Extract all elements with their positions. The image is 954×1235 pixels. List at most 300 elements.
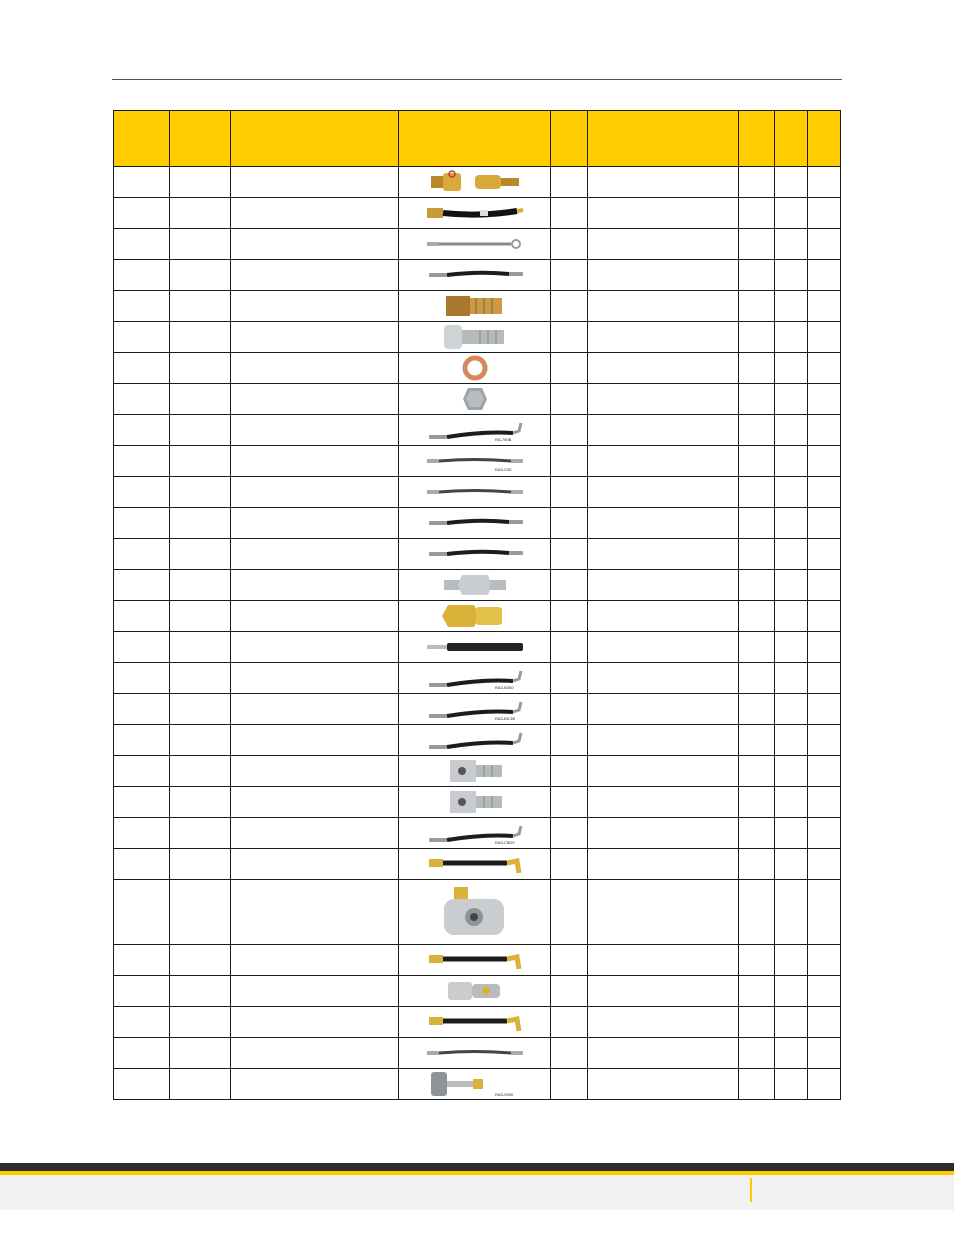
table-cell bbox=[588, 976, 739, 1007]
table-cell bbox=[588, 198, 739, 229]
table-row bbox=[114, 849, 841, 880]
table-cell bbox=[231, 322, 399, 353]
thin-hose-eye-icon bbox=[425, 232, 525, 256]
table-cell bbox=[588, 1069, 739, 1100]
table-cell bbox=[775, 322, 808, 353]
table-cell bbox=[114, 694, 170, 725]
banjo-bolt-icon bbox=[440, 323, 510, 351]
table-cell bbox=[808, 849, 841, 880]
table-cell bbox=[588, 945, 739, 976]
table-cell bbox=[231, 945, 399, 976]
table-row bbox=[114, 976, 841, 1007]
table-row bbox=[114, 384, 841, 415]
table-cell bbox=[551, 849, 588, 880]
part-image-cell bbox=[399, 818, 551, 849]
part-image-cell bbox=[399, 1007, 551, 1038]
straight-hose-icon bbox=[425, 635, 525, 659]
table-cell bbox=[114, 787, 170, 818]
table-cell bbox=[739, 694, 775, 725]
table-cell bbox=[808, 384, 841, 415]
copper-washer-icon bbox=[460, 354, 490, 382]
table-cell bbox=[170, 353, 231, 384]
part-image-cell bbox=[399, 663, 551, 694]
table-row bbox=[114, 632, 841, 663]
bent-hose-icon bbox=[425, 696, 525, 722]
table-cell bbox=[231, 694, 399, 725]
table-cell bbox=[114, 725, 170, 756]
table-cell bbox=[739, 976, 775, 1007]
table-cell bbox=[739, 1038, 775, 1069]
table-row bbox=[114, 229, 841, 260]
table-cell bbox=[808, 198, 841, 229]
table-cell bbox=[551, 880, 588, 945]
table-cell bbox=[114, 291, 170, 322]
table-cell bbox=[739, 601, 775, 632]
table-cell bbox=[114, 198, 170, 229]
brass-adapter-icon bbox=[440, 292, 510, 320]
table-cell bbox=[739, 415, 775, 446]
bent-hose-icon bbox=[425, 820, 525, 846]
table-cell bbox=[775, 384, 808, 415]
part-image-cell bbox=[399, 446, 551, 477]
table-cell bbox=[551, 260, 588, 291]
table-cell bbox=[588, 787, 739, 818]
steel-union-icon bbox=[440, 572, 510, 598]
table-cell bbox=[739, 353, 775, 384]
table-cell bbox=[231, 756, 399, 787]
thin-hose-icon bbox=[425, 480, 525, 504]
header-cell-2 bbox=[170, 111, 231, 167]
table-cell bbox=[775, 260, 808, 291]
table-row bbox=[114, 787, 841, 818]
table-cell bbox=[551, 818, 588, 849]
table-cell bbox=[739, 446, 775, 477]
table-cell bbox=[231, 663, 399, 694]
table-cell bbox=[114, 1038, 170, 1069]
part-image-cell bbox=[399, 353, 551, 384]
table-cell bbox=[114, 384, 170, 415]
table-cell bbox=[588, 725, 739, 756]
table-cell bbox=[114, 446, 170, 477]
table-cell bbox=[588, 446, 739, 477]
table-cell bbox=[170, 880, 231, 945]
table-cell bbox=[231, 1038, 399, 1069]
part-image-cell bbox=[399, 198, 551, 229]
table-cell bbox=[739, 632, 775, 663]
table-cell bbox=[588, 229, 739, 260]
table-cell bbox=[775, 291, 808, 322]
table-cell bbox=[170, 229, 231, 260]
table-cell bbox=[231, 384, 399, 415]
part-image-cell bbox=[399, 508, 551, 539]
table-cell bbox=[808, 880, 841, 945]
header-cell-4 bbox=[399, 111, 551, 167]
table-cell bbox=[231, 229, 399, 260]
header-cell-7 bbox=[739, 111, 775, 167]
part-image-cell bbox=[399, 477, 551, 508]
table-cell bbox=[588, 508, 739, 539]
table-cell bbox=[588, 415, 739, 446]
header-cell-6 bbox=[588, 111, 739, 167]
table-cell bbox=[808, 663, 841, 694]
table-cell bbox=[775, 694, 808, 725]
table-row bbox=[114, 1007, 841, 1038]
table-cell bbox=[551, 539, 588, 570]
table-cell bbox=[114, 818, 170, 849]
table-cell bbox=[231, 849, 399, 880]
part-image-cell bbox=[399, 167, 551, 198]
table-cell bbox=[808, 260, 841, 291]
table-cell bbox=[775, 508, 808, 539]
table-cell bbox=[231, 167, 399, 198]
table-row bbox=[114, 322, 841, 353]
part-image-cell bbox=[399, 880, 551, 945]
hex-nut-icon bbox=[460, 385, 490, 413]
table-cell bbox=[551, 229, 588, 260]
part-image-cell bbox=[399, 1038, 551, 1069]
table-row bbox=[114, 260, 841, 291]
table-cell bbox=[775, 976, 808, 1007]
table-header-row bbox=[114, 111, 841, 167]
table-cell bbox=[739, 725, 775, 756]
table-row bbox=[114, 539, 841, 570]
table-row bbox=[114, 167, 841, 198]
table-cell bbox=[588, 849, 739, 880]
table-row bbox=[114, 446, 841, 477]
part-image-cell bbox=[399, 787, 551, 818]
header-cell-9 bbox=[808, 111, 841, 167]
table-cell bbox=[775, 945, 808, 976]
table-row bbox=[114, 663, 841, 694]
table-row bbox=[114, 198, 841, 229]
table-cell bbox=[739, 1069, 775, 1100]
table-cell bbox=[808, 539, 841, 570]
part-image-cell bbox=[399, 570, 551, 601]
dark-hose-icon bbox=[425, 511, 525, 535]
table-cell bbox=[588, 663, 739, 694]
table-cell bbox=[588, 694, 739, 725]
table-cell bbox=[808, 446, 841, 477]
table-cell bbox=[808, 976, 841, 1007]
table-cell bbox=[588, 1038, 739, 1069]
table-cell bbox=[170, 539, 231, 570]
table-row bbox=[114, 880, 841, 945]
table-cell bbox=[588, 477, 739, 508]
table-cell bbox=[551, 570, 588, 601]
table-cell bbox=[170, 945, 231, 976]
footer-dark-band bbox=[0, 1163, 954, 1171]
table-cell bbox=[588, 291, 739, 322]
table-cell bbox=[170, 322, 231, 353]
table-cell bbox=[775, 1038, 808, 1069]
part-image-cell bbox=[399, 291, 551, 322]
table-row bbox=[114, 570, 841, 601]
table-cell bbox=[588, 322, 739, 353]
table-cell bbox=[588, 539, 739, 570]
table-cell bbox=[170, 291, 231, 322]
table-cell bbox=[808, 353, 841, 384]
table-cell bbox=[170, 756, 231, 787]
table-row bbox=[114, 601, 841, 632]
table-cell bbox=[231, 415, 399, 446]
table-cell bbox=[114, 1007, 170, 1038]
table-row bbox=[114, 1069, 841, 1100]
table-cell bbox=[808, 508, 841, 539]
part-image-cell bbox=[399, 384, 551, 415]
header-cell-3 bbox=[231, 111, 399, 167]
table-cell bbox=[775, 229, 808, 260]
table-cell bbox=[739, 880, 775, 945]
table-cell bbox=[775, 167, 808, 198]
table-cell bbox=[114, 632, 170, 663]
table-row bbox=[114, 477, 841, 508]
table-cell bbox=[808, 601, 841, 632]
table-cell bbox=[114, 570, 170, 601]
table-cell bbox=[114, 849, 170, 880]
table-cell bbox=[231, 1007, 399, 1038]
table-cell bbox=[114, 322, 170, 353]
header-cell-1 bbox=[114, 111, 170, 167]
part-code-label: RA-700B bbox=[494, 437, 511, 442]
table-cell bbox=[114, 945, 170, 976]
table-cell bbox=[808, 477, 841, 508]
table-cell bbox=[231, 880, 399, 945]
table-cell bbox=[808, 1038, 841, 1069]
table-cell bbox=[551, 756, 588, 787]
table-cell bbox=[775, 880, 808, 945]
quick-coupler-icon bbox=[430, 883, 520, 941]
table-cell bbox=[808, 167, 841, 198]
table-cell bbox=[739, 167, 775, 198]
table-cell bbox=[170, 446, 231, 477]
table-cell bbox=[551, 1069, 588, 1100]
part-image-cell bbox=[399, 945, 551, 976]
table-row bbox=[114, 1038, 841, 1069]
table-cell bbox=[551, 384, 588, 415]
header-cell-5 bbox=[551, 111, 588, 167]
table-row bbox=[114, 291, 841, 322]
table-cell bbox=[170, 663, 231, 694]
table-cell bbox=[170, 976, 231, 1007]
table-cell bbox=[231, 260, 399, 291]
table-cell bbox=[588, 818, 739, 849]
table-cell bbox=[170, 477, 231, 508]
table-cell bbox=[551, 725, 588, 756]
table-cell bbox=[231, 787, 399, 818]
table-cell bbox=[231, 353, 399, 384]
part-code-label: RA3-C30 bbox=[494, 467, 511, 472]
table-cell bbox=[551, 787, 588, 818]
part-image-cell bbox=[399, 725, 551, 756]
table-row bbox=[114, 945, 841, 976]
table-cell bbox=[588, 880, 739, 945]
table-cell bbox=[551, 477, 588, 508]
table-cell bbox=[551, 694, 588, 725]
part-image-cell bbox=[399, 849, 551, 880]
table-cell bbox=[775, 570, 808, 601]
table-cell bbox=[739, 945, 775, 976]
table-cell bbox=[775, 601, 808, 632]
table-cell bbox=[170, 508, 231, 539]
table-cell bbox=[551, 632, 588, 663]
table-cell bbox=[588, 632, 739, 663]
table-cell bbox=[170, 1038, 231, 1069]
table-cell bbox=[588, 353, 739, 384]
table-cell bbox=[551, 976, 588, 1007]
table-cell bbox=[808, 1007, 841, 1038]
part-code-label: RA3-B300 bbox=[494, 685, 513, 690]
part-image-cell bbox=[399, 976, 551, 1007]
table-cell bbox=[775, 477, 808, 508]
table-cell bbox=[739, 787, 775, 818]
table-cell bbox=[808, 694, 841, 725]
table-cell bbox=[808, 415, 841, 446]
part-image-cell bbox=[399, 601, 551, 632]
table-cell bbox=[739, 1007, 775, 1038]
table-cell bbox=[231, 291, 399, 322]
grease-hose-icon bbox=[425, 1009, 525, 1035]
header-cell-8 bbox=[775, 111, 808, 167]
table-cell bbox=[551, 415, 588, 446]
table-cell bbox=[114, 229, 170, 260]
table-cell bbox=[808, 229, 841, 260]
table-cell bbox=[808, 818, 841, 849]
header-rule bbox=[112, 79, 842, 80]
table-cell bbox=[739, 756, 775, 787]
table-cell bbox=[114, 477, 170, 508]
table-cell bbox=[231, 818, 399, 849]
table-cell bbox=[739, 198, 775, 229]
table-cell bbox=[808, 322, 841, 353]
table-cell bbox=[114, 601, 170, 632]
table-cell bbox=[775, 632, 808, 663]
table-cell bbox=[588, 1007, 739, 1038]
table-cell bbox=[808, 725, 841, 756]
thin-hose-icon bbox=[425, 1041, 525, 1065]
table-cell bbox=[114, 508, 170, 539]
table-cell bbox=[739, 508, 775, 539]
angle-block-icon bbox=[440, 788, 510, 816]
part-code-label: RA3-2900 bbox=[494, 1092, 513, 1097]
table-cell bbox=[170, 849, 231, 880]
coupler-pair-icon bbox=[425, 170, 525, 194]
bent-hose-icon bbox=[425, 665, 525, 691]
table-cell bbox=[114, 260, 170, 291]
table-cell bbox=[170, 1007, 231, 1038]
table-cell bbox=[551, 167, 588, 198]
table-cell bbox=[808, 756, 841, 787]
table-cell bbox=[551, 291, 588, 322]
part-image-cell bbox=[399, 229, 551, 260]
table-row bbox=[114, 508, 841, 539]
thin-hose-icon bbox=[425, 449, 525, 473]
table-cell bbox=[739, 260, 775, 291]
table-cell bbox=[808, 291, 841, 322]
table-row bbox=[114, 818, 841, 849]
table-cell bbox=[551, 198, 588, 229]
part-image-cell bbox=[399, 694, 551, 725]
table-cell bbox=[775, 756, 808, 787]
table-cell bbox=[551, 663, 588, 694]
table-cell bbox=[551, 601, 588, 632]
table-row bbox=[114, 694, 841, 725]
table-cell bbox=[170, 601, 231, 632]
table-cell bbox=[775, 198, 808, 229]
bent-hose-icon bbox=[425, 727, 525, 753]
table-cell bbox=[231, 570, 399, 601]
part-image-cell bbox=[399, 1069, 551, 1100]
part-image-cell bbox=[399, 260, 551, 291]
part-image-cell bbox=[399, 322, 551, 353]
table-cell bbox=[588, 384, 739, 415]
table-row bbox=[114, 353, 841, 384]
table-cell bbox=[588, 756, 739, 787]
table-cell bbox=[775, 725, 808, 756]
table-cell bbox=[808, 570, 841, 601]
table-cell bbox=[775, 849, 808, 880]
parts-table bbox=[113, 110, 841, 1100]
table-cell bbox=[170, 818, 231, 849]
table-cell bbox=[739, 849, 775, 880]
table-cell bbox=[739, 322, 775, 353]
table-cell bbox=[114, 415, 170, 446]
table-cell bbox=[739, 539, 775, 570]
table-row bbox=[114, 756, 841, 787]
table-cell bbox=[551, 1007, 588, 1038]
table-cell bbox=[775, 539, 808, 570]
table-cell bbox=[775, 353, 808, 384]
table-cell bbox=[775, 446, 808, 477]
table-cell bbox=[231, 725, 399, 756]
table-cell bbox=[808, 787, 841, 818]
table-cell bbox=[739, 570, 775, 601]
table-cell bbox=[170, 1069, 231, 1100]
table-row bbox=[114, 415, 841, 446]
table-cell bbox=[551, 322, 588, 353]
table-cell bbox=[231, 976, 399, 1007]
table-cell bbox=[114, 1069, 170, 1100]
table-cell bbox=[114, 756, 170, 787]
table-cell bbox=[808, 632, 841, 663]
table-cell bbox=[551, 1038, 588, 1069]
table-cell bbox=[170, 725, 231, 756]
table-cell bbox=[170, 167, 231, 198]
table-row bbox=[114, 725, 841, 756]
grease-hose-icon bbox=[425, 947, 525, 973]
dark-hose-icon bbox=[425, 542, 525, 566]
table-cell bbox=[739, 291, 775, 322]
table-cell bbox=[775, 787, 808, 818]
brass-nut-icon bbox=[440, 602, 510, 630]
table-cell bbox=[170, 570, 231, 601]
table-cell bbox=[170, 198, 231, 229]
table-cell bbox=[170, 694, 231, 725]
table-cell bbox=[231, 508, 399, 539]
elbow-fitting-icon bbox=[425, 1070, 525, 1098]
table-cell bbox=[775, 1007, 808, 1038]
table-cell bbox=[808, 1069, 841, 1100]
table-cell bbox=[170, 787, 231, 818]
table-cell bbox=[551, 945, 588, 976]
table-cell bbox=[739, 384, 775, 415]
table-cell bbox=[170, 415, 231, 446]
table-cell bbox=[739, 477, 775, 508]
table-cell bbox=[170, 260, 231, 291]
table-cell bbox=[588, 260, 739, 291]
footer-band bbox=[0, 1175, 954, 1210]
table-cell bbox=[231, 198, 399, 229]
bent-hose-icon bbox=[425, 417, 525, 443]
